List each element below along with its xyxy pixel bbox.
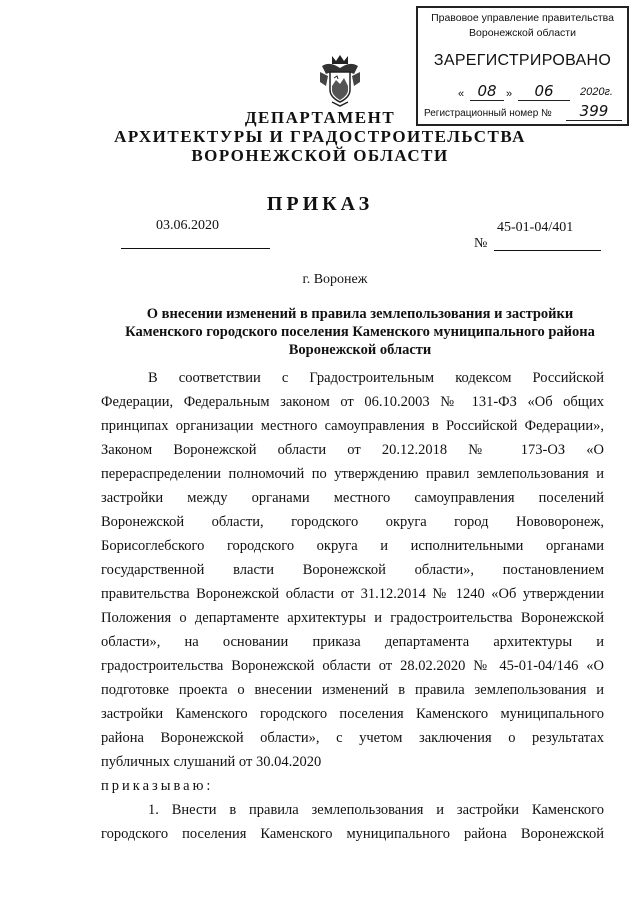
order-number: 45-01-04/401 (497, 220, 574, 235)
body-line: Положения о департаменте архитектуры и градостроительства Воронежской (101, 610, 604, 626)
body-line: принципах организации местного самоуправления в Российской Федерации», (101, 418, 604, 434)
body-line: Федерации, Федеральным законом от 06.10.2003 № 131-ФЗ «Об общих (101, 394, 604, 410)
stamp-authority: Правовое управление правительства (431, 12, 614, 24)
stamp-reg-number: 399 (566, 102, 622, 121)
stamp-month: 06 (518, 82, 570, 101)
document-title-line2: Каменского городского поселения Каменского муниципального района (125, 324, 595, 340)
stamp-day: 08 (470, 82, 504, 101)
number-underline (494, 250, 601, 251)
body-line: области», на основании приказа департамента архитектуры и (101, 634, 604, 650)
item1-line2: городского поселения Каменского муниципального района Воронежской (101, 826, 604, 842)
order-date: 03.06.2020 (156, 218, 219, 233)
document-title-line1: О внесении изменений в правила землепользования и застройки (146, 306, 574, 322)
body-line: Борисоглебского городского округа и исполнительными органами (101, 538, 604, 554)
body-line: Воронежской области, городского округа город Нововоронеж, (101, 514, 604, 530)
order-word: приказываю: (101, 778, 214, 794)
stamp-region: Воронежской области (469, 27, 576, 39)
department-name-line2: АРХИТЕКТУРЫ И ГРАДОСТРОИТЕЛЬСТВА (114, 127, 526, 146)
body-line: застройки Каменского городского поселения Каменского муниципального (101, 706, 604, 722)
body-line: правительства Воронежской области от 31.12.2014 № 1240 «Об утверждении (101, 586, 604, 602)
order-number-label: № (474, 236, 488, 251)
department-name-line3: ВОРОНЕЖСКОЙ ОБЛАСТИ (191, 146, 449, 165)
document-type: ПРИКАЗ (266, 193, 374, 215)
body-line: района Воронежской области», с учетом заключения о результатах (101, 730, 604, 746)
stamp-registered: ЗАРЕГИСТРИРОВАНО (433, 52, 612, 69)
coat-of-arms-icon (318, 52, 362, 108)
date-underline (121, 248, 270, 249)
stamp-reg-label: Регистрационный номер № (424, 108, 552, 119)
body-line: градостроительства Воронежской области от 28.02.2020 № 45-01-04/146 «О (101, 658, 604, 674)
item1-line1: 1. Внести в правила землепользования и застройки Каменского (148, 802, 604, 818)
body-line: В соответствии с Градостроительным кодексом Российской (148, 370, 604, 386)
stamp-year: 2020г. (580, 86, 613, 98)
stamp-quote-close: » (506, 88, 513, 100)
body-line: подготовке проекта о внесении изменений в правила землепользования и (101, 682, 604, 698)
body-line: Законом Воронежской области от 20.12.2018 № 173-ОЗ «О (101, 442, 604, 458)
body-line: государственной власти Воронежской области», постановлением (101, 562, 604, 578)
department-name-line1: ДЕПАРТАМЕНТ (244, 108, 396, 127)
city: г. Воронеж (302, 272, 368, 287)
body-line: застройки между органами местного самоуправления поселений (101, 490, 604, 506)
stamp-quote-open: « (458, 88, 465, 100)
body-line: публичных слушаний от 30.04.2020 (101, 754, 322, 770)
document-title-line3: Воронежской области (288, 342, 432, 358)
body-line: перераспределении полномочий по утверждению правил землепользования и (101, 466, 604, 482)
